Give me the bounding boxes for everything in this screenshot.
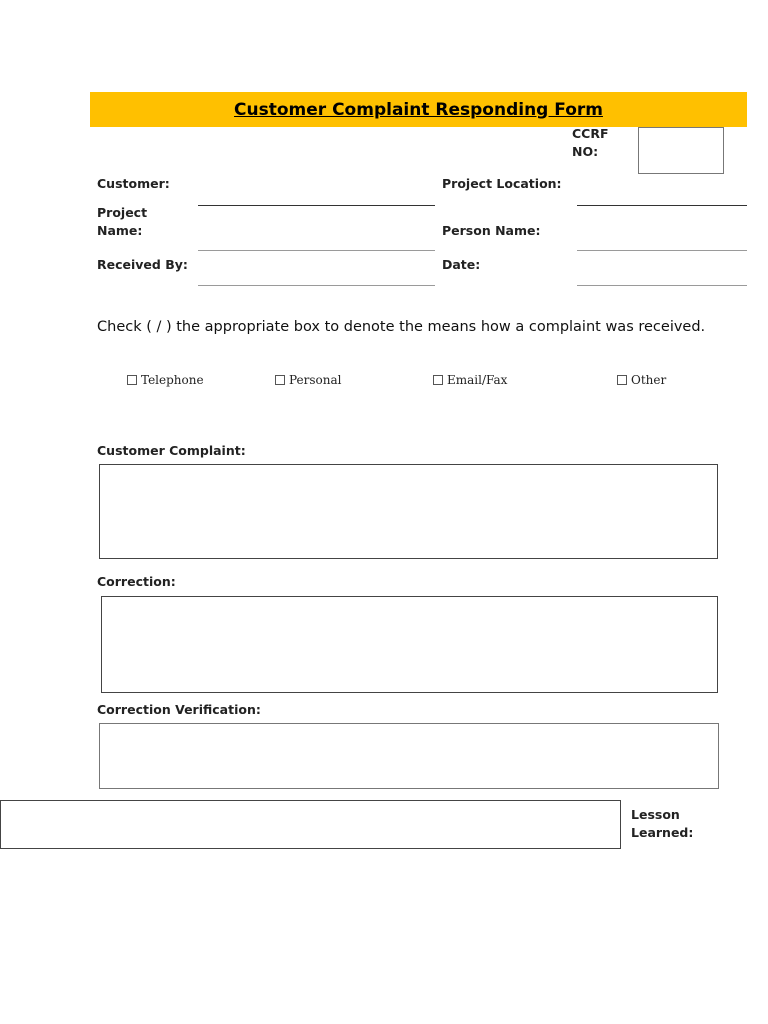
- date-label: Date:: [442, 257, 481, 272]
- correction-field[interactable]: [101, 596, 718, 693]
- project-name-label: Project Name:: [97, 205, 148, 238]
- checkbox-label: Other: [631, 373, 667, 387]
- lesson-learned-field[interactable]: [0, 800, 621, 849]
- checkbox-square-icon[interactable]: [275, 375, 285, 385]
- checkbox-square-icon[interactable]: [127, 375, 137, 385]
- project-location-field[interactable]: [577, 205, 747, 206]
- date-field[interactable]: [577, 285, 747, 286]
- received-by-label: Received By:: [97, 257, 188, 272]
- instruction-text: Check ( / ) the appropriate box to denote the means how a complaint was received.: [97, 319, 706, 335]
- checkbox-personal[interactable]: [275, 373, 341, 387]
- correction-verification-field[interactable]: [99, 723, 719, 789]
- person-name-field[interactable]: [577, 250, 747, 251]
- ccrf-no-field[interactable]: [638, 127, 724, 174]
- checkbox-square-icon[interactable]: [433, 375, 443, 385]
- correction-label: Correction:: [97, 574, 176, 589]
- lesson-learned-label: Lesson Learned:: [631, 807, 694, 840]
- project-location-label: Project Location:: [442, 176, 562, 191]
- ccrf-no-label: CCRF NO:: [572, 126, 609, 159]
- customer-complaint-label: Customer Complaint:: [97, 443, 246, 458]
- form-title: Customer Complaint Responding Form: [234, 99, 603, 120]
- checkbox-email-fax[interactable]: [433, 373, 507, 387]
- checkbox-label: Telephone: [141, 373, 204, 387]
- customer-complaint-field[interactable]: [99, 464, 718, 559]
- customer-label: Customer:: [97, 176, 170, 191]
- checkbox-square-icon[interactable]: [617, 375, 627, 385]
- project-name-field[interactable]: [198, 250, 435, 251]
- checkbox-other[interactable]: [617, 373, 666, 387]
- person-name-label: Person Name:: [442, 223, 541, 238]
- checkbox-label: Personal: [289, 373, 342, 387]
- title-bar: [90, 92, 747, 127]
- customer-field[interactable]: [198, 205, 435, 206]
- received-by-field[interactable]: [198, 285, 435, 286]
- checkbox-label: Email/Fax: [447, 373, 508, 387]
- correction-verification-label: Correction Verification:: [97, 702, 261, 717]
- checkbox-telephone[interactable]: [127, 373, 204, 387]
